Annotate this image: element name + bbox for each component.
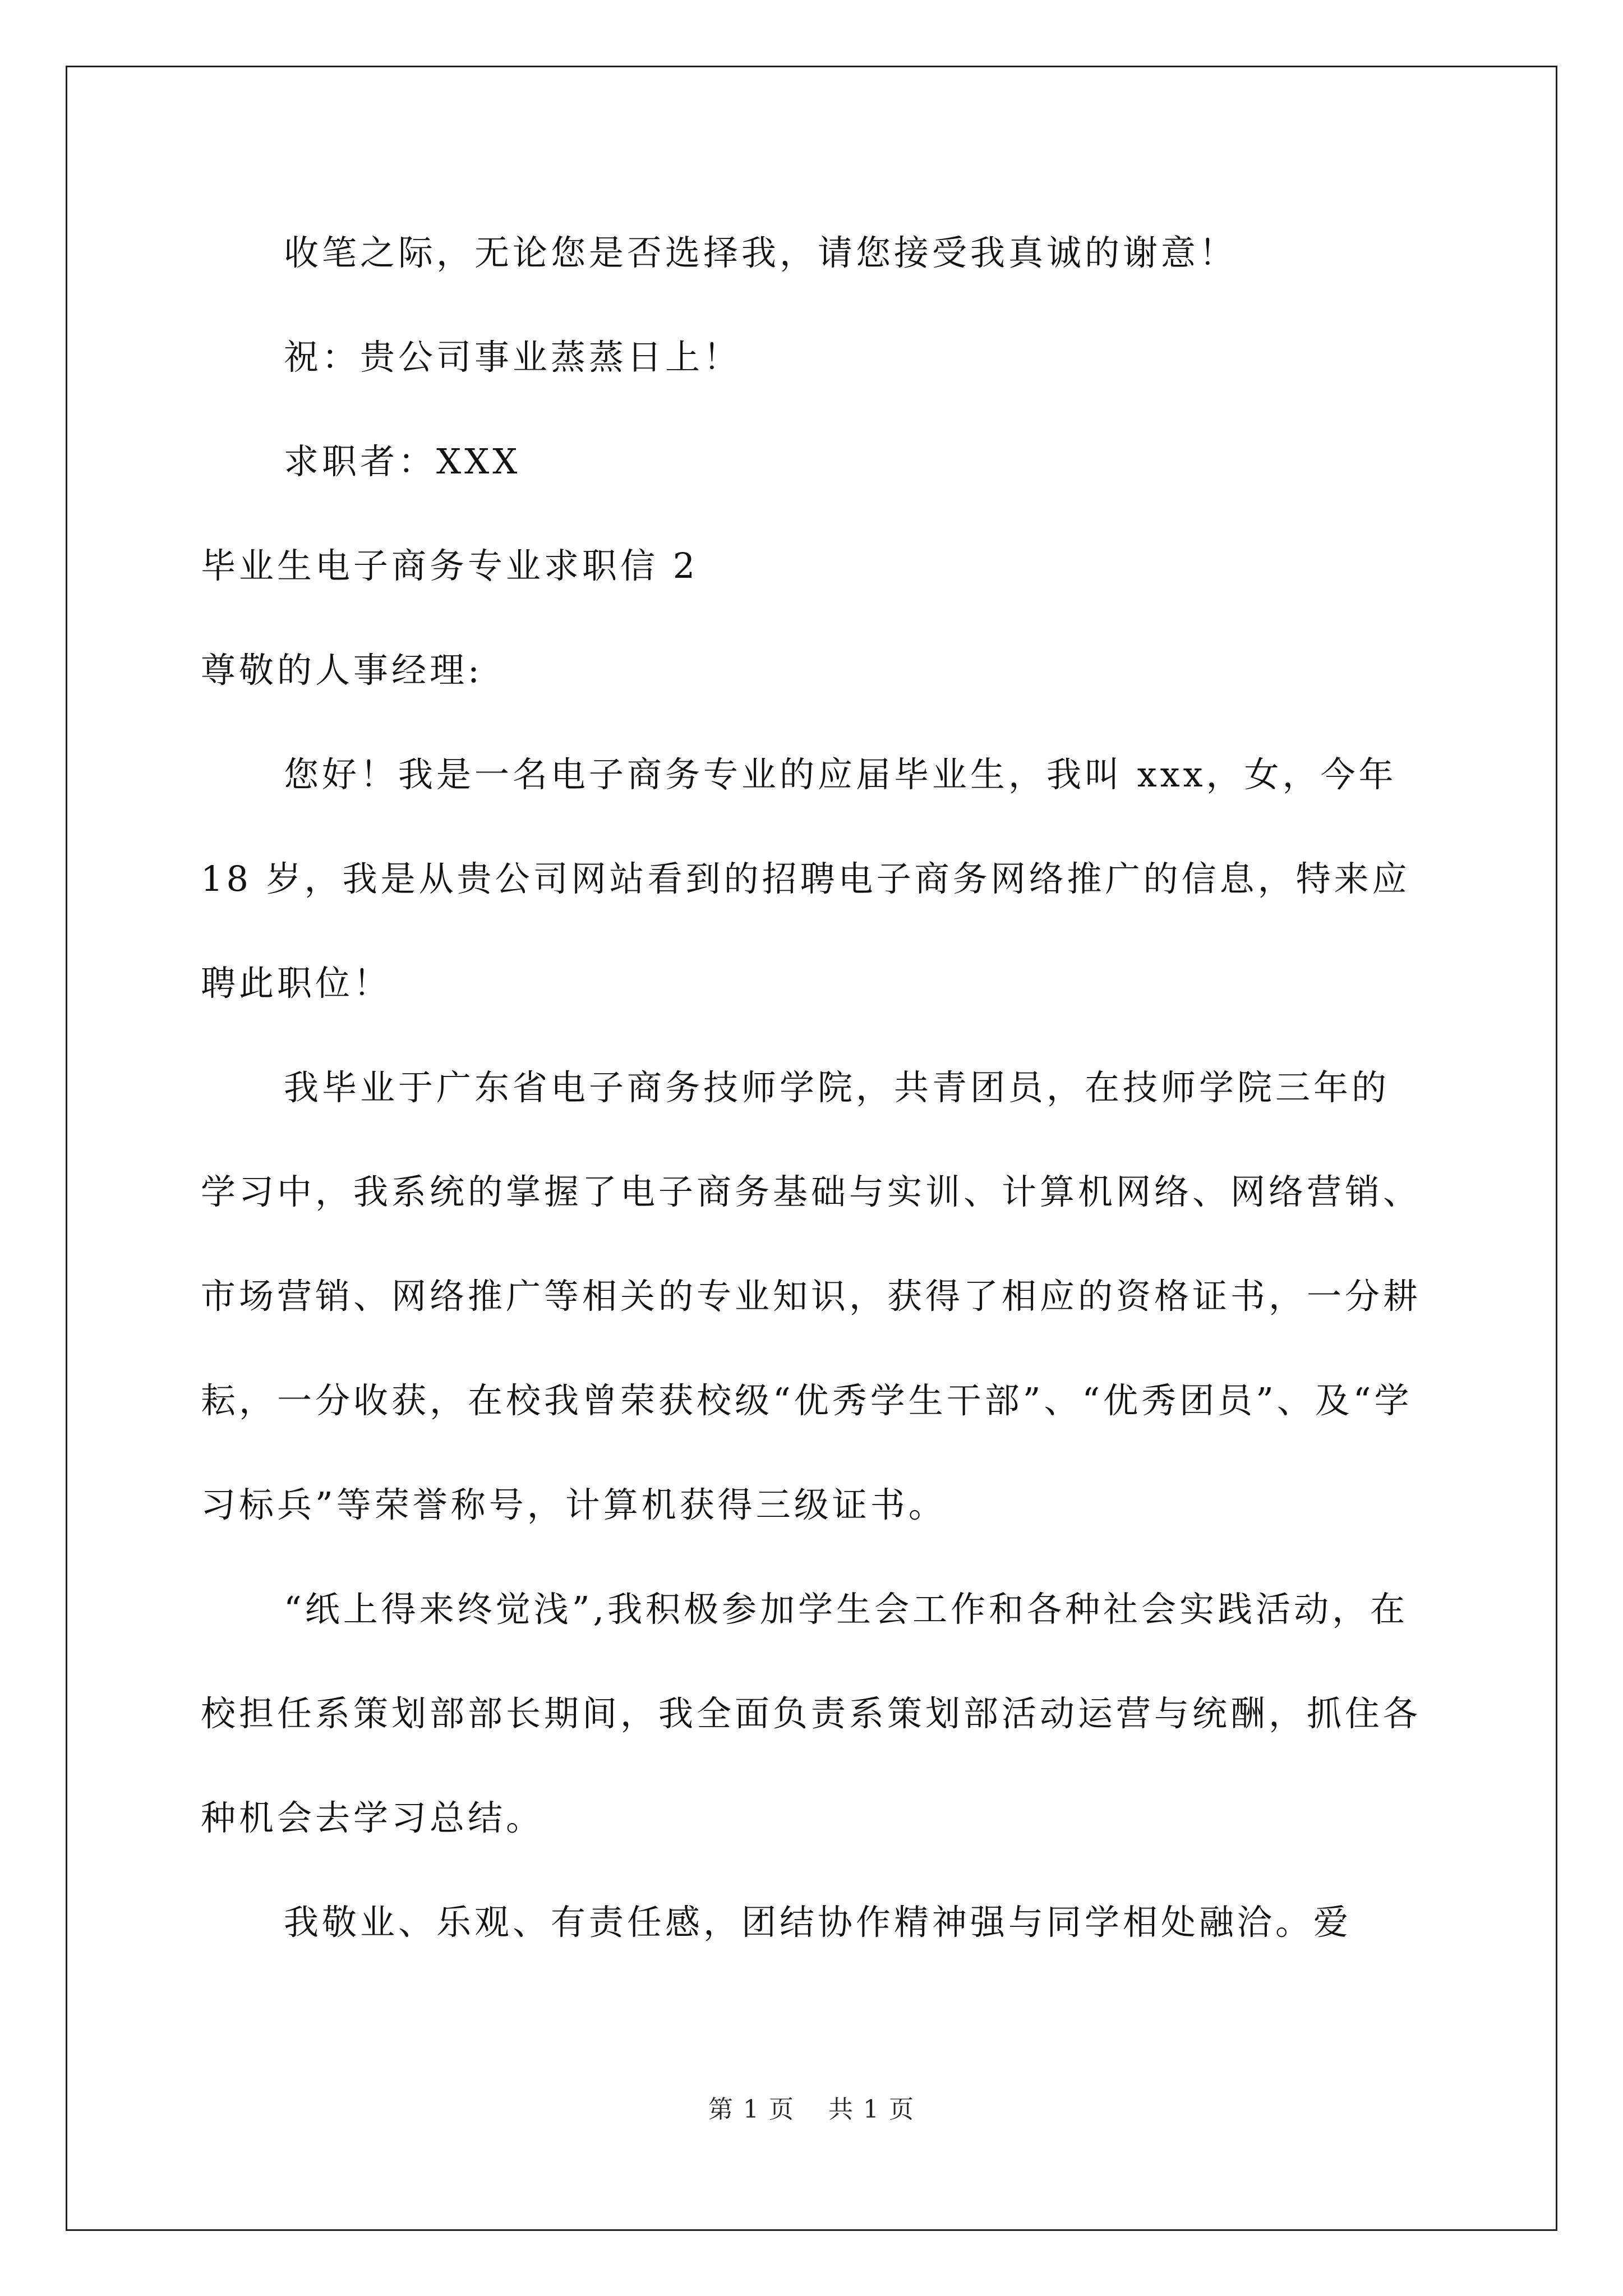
document-body [201,201,1423,1975]
signature-line: 求职者：XXX [284,441,521,482]
education-paragraph: 我毕业于广东省电子商务技师学院，共青团员，在技师学院三年的学习中，我系统的掌握了电子商务基础与实训、计算机网络、网络营销、市场营销、网络推广等相关的专业知识，获得了相应的资格证书，一分耕耘，一分收获，在校我曾荣获校级“优秀学生干部”、“优秀团员”、及“学习标兵”等荣誉称号，计算机获得三级证书。 [201,1067,1422,1525]
page-total: 共 1 页 [828,2095,915,2124]
closing-paragraph: 收笔之际，无论您是否选择我，请您接受我真诚的谢意！ [284,232,1238,273]
page-number: 第 1 页 [708,2095,795,2124]
page-footer [0,2089,1623,2125]
section-title: 毕业生电子商务专业求职信 2 [201,545,699,586]
personality-paragraph: 我敬业、乐观、有责任感，团结协作精神强与同学相处融洽。爱 [284,1902,1352,1943]
intro-paragraph: 您好！我是一名电子商务专业的应届毕业生，我叫 xxx，女，今年 18 岁，我是从贵公司网站看到的招聘电子商务网络推广的信息，特来应聘此职位！ [201,754,1412,1004]
activities-paragraph: “纸上得来终觉浅”,我积极参加学生会工作和各种社会实践活动，在校担任系策划部部长期间，我全面负责系策划部活动运营与统酬，抓住各种机会去学习总结。 [201,1589,1422,1838]
salutation: 尊敬的人事经理: [201,650,483,691]
wish-line: 祝：贵公司事业蒸蒸日上！ [284,337,742,378]
